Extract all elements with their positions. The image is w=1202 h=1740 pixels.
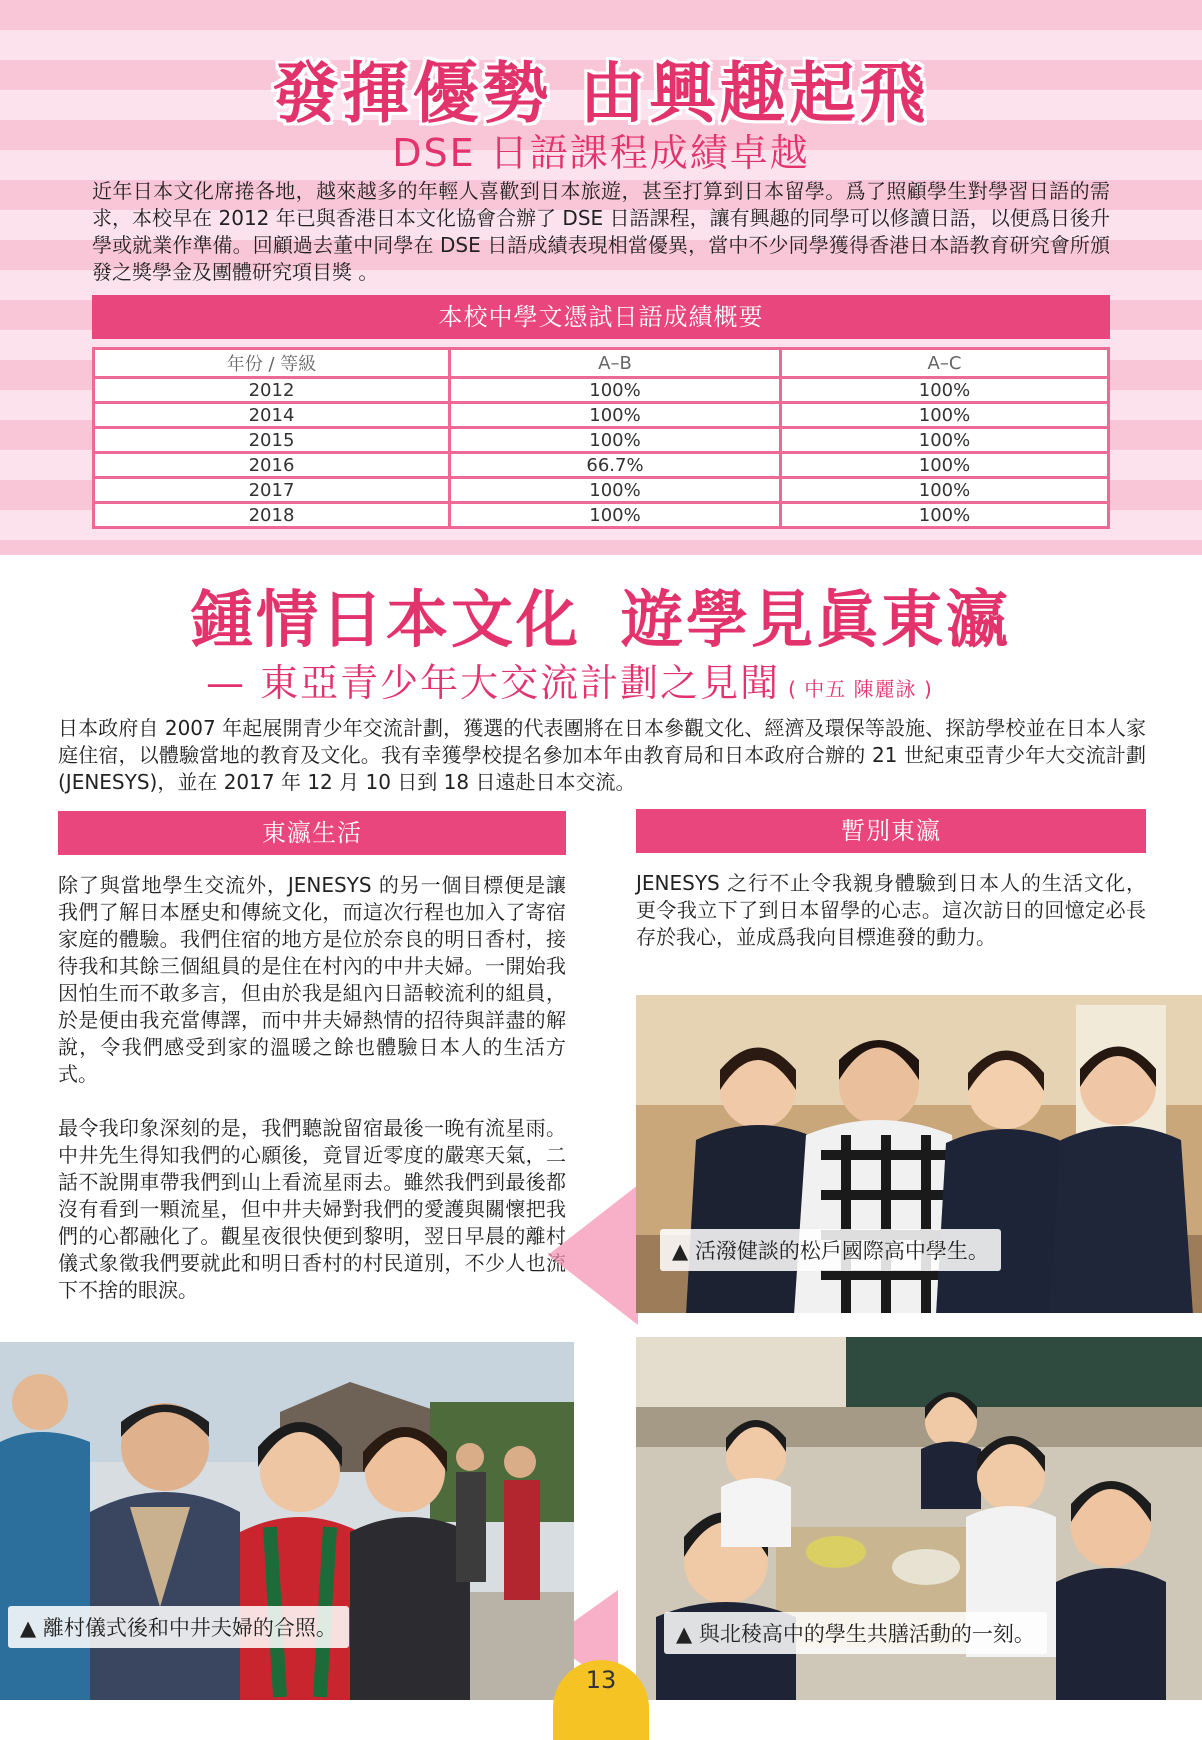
table-row: [94, 453, 1109, 478]
table-row: [94, 403, 1109, 428]
page-title: 發揮優勢 由興趣起飛: [272, 55, 930, 132]
photo-caption: ▲ 活潑健談的松戶國際高中學生。: [660, 1229, 1001, 1271]
cell-ab: 100%: [450, 378, 781, 403]
table-row: [94, 378, 1109, 403]
left-column-body: [58, 872, 566, 1304]
left-paragraph-1: 除了與當地學生交流外，JENESYS 的另一個目標便是讓我們了解日本歷史和傳統文化，而這次行程也加入了寄宿家庭的體驗。我們住宿的地方是位於奈良的明日香村，接待我和其餘三個組員的是住在村內的中井夫婦。一開始我因怕生而不敢多言，但由於我是組內日語較流利的組員，於是便由我充當傳譯，而中井夫婦熱情的招待與詳盡的解說，令我們感受到家的溫暖之餘也體驗日本人的生活方式。: [58, 873, 566, 1086]
article-author: ( 中五 陳麗詠 ): [788, 677, 933, 701]
article-title-part2: 遊學見眞東瀛: [621, 583, 1012, 656]
article-title-part1: 鍾情日本文化: [190, 583, 581, 656]
cell-year: 2015: [94, 428, 450, 453]
left-paragraph-2: 最令我印象深刻的是，我們聽說留宿最後一晚有流星雨。中井先生得知我們的心願後，竟冒近零度的嚴寒天氣，二話不說開車帶我們到山上看流星雨去。雖然我們到最後都沒有看到一顆流星，但中井夫婦對我們的愛護與關懷把我們的心都融化了。觀星夜很快便到黎明，翌日早晨的離村儀式象徵我們要就此和明日香村的村民道別，不少人也流下不捨的眼淚。: [58, 1116, 566, 1302]
column-header-ac: A–C: [781, 349, 1109, 378]
cell-ab: 66.7%: [450, 453, 781, 478]
right-column-body: JENESYS 之行不止令我親身體驗到日本人的生活文化，更令我立下了到日本留學的心志。這次訪日的回憶定必長存於我心，並成爲我向目標進發的動力。: [636, 871, 1146, 949]
results-table-title: 本校中學文憑試日語成績概要: [92, 295, 1110, 339]
cell-ab: 100%: [450, 428, 781, 453]
table-row: [94, 503, 1109, 528]
page-number: 13: [553, 1660, 649, 1740]
right-column-heading: 暫別東瀛: [636, 809, 1146, 853]
article-subtitle: [206, 652, 933, 707]
article-subtitle-text: — 東亞青少年大交流計劃之見聞: [206, 661, 781, 705]
cell-ac: 100%: [781, 503, 1109, 528]
cell-year: 2014: [94, 403, 450, 428]
cell-ac: 100%: [781, 378, 1109, 403]
cell-ab: 100%: [450, 403, 781, 428]
cell-ac: 100%: [781, 428, 1109, 453]
column-header-year: 年份 / 等級: [94, 349, 450, 378]
cell-ac: 100%: [781, 453, 1109, 478]
cell-year: 2012: [94, 378, 450, 403]
cell-year: 2016: [94, 453, 450, 478]
table-row: [94, 428, 1109, 453]
table-row: [94, 478, 1109, 503]
photo-caption: ▲ 離村儀式後和中井夫婦的合照。: [8, 1606, 349, 1648]
photo-caption: ▲ 與北稜高中的學生共膳活動的一刻。: [664, 1612, 1047, 1654]
cell-year: 2018: [94, 503, 450, 528]
cell-ac: 100%: [781, 403, 1109, 428]
intro-paragraph: 近年日本文化席捲各地，越來越多的年輕人喜歡到日本旅遊，甚至打算到日本留學。爲了照顧學生對學習日語的需求，本校早在 2012 年已與香港日本文化協會合辦了 DSE 日語課程，讓有興趣的同學可以修讀日語，以便爲日後升學或就業作準備。回顧過去董中同學在 DSE 日語成績表現相當優異，當中不少同學獲得香港日本語教育研究會所頒發之獎學金及團體研究項目獎 。: [92, 179, 1110, 284]
cell-year: 2017: [94, 478, 450, 503]
column-header-ab: A–B: [450, 349, 781, 378]
article-intro: 日本政府自 2007 年起展開青少年交流計劃，獲選的代表團將在日本參觀文化、經濟及環保等設施、探訪學校並在日本人家庭住宿，以體驗當地的教育及文化。我有幸獲學校提名參加本年由教育局和日本政府合辦的 21 世紀東亞青少年大交流計劃 (JENESYS)，並在 2017 年 12 月 10 日到 18 日遠赴日本交流。: [58, 716, 1146, 794]
results-table: [92, 347, 1110, 529]
table-header-row: [94, 349, 1109, 378]
article-title: [0, 570, 1202, 659]
left-column-heading: 東瀛生活: [58, 811, 566, 855]
cell-ac: 100%: [781, 478, 1109, 503]
cell-ab: 100%: [450, 503, 781, 528]
section-subtitle: DSE 日語課程成績卓越: [392, 131, 810, 175]
decorative-triangle: [548, 1185, 638, 1325]
cell-ab: 100%: [450, 478, 781, 503]
